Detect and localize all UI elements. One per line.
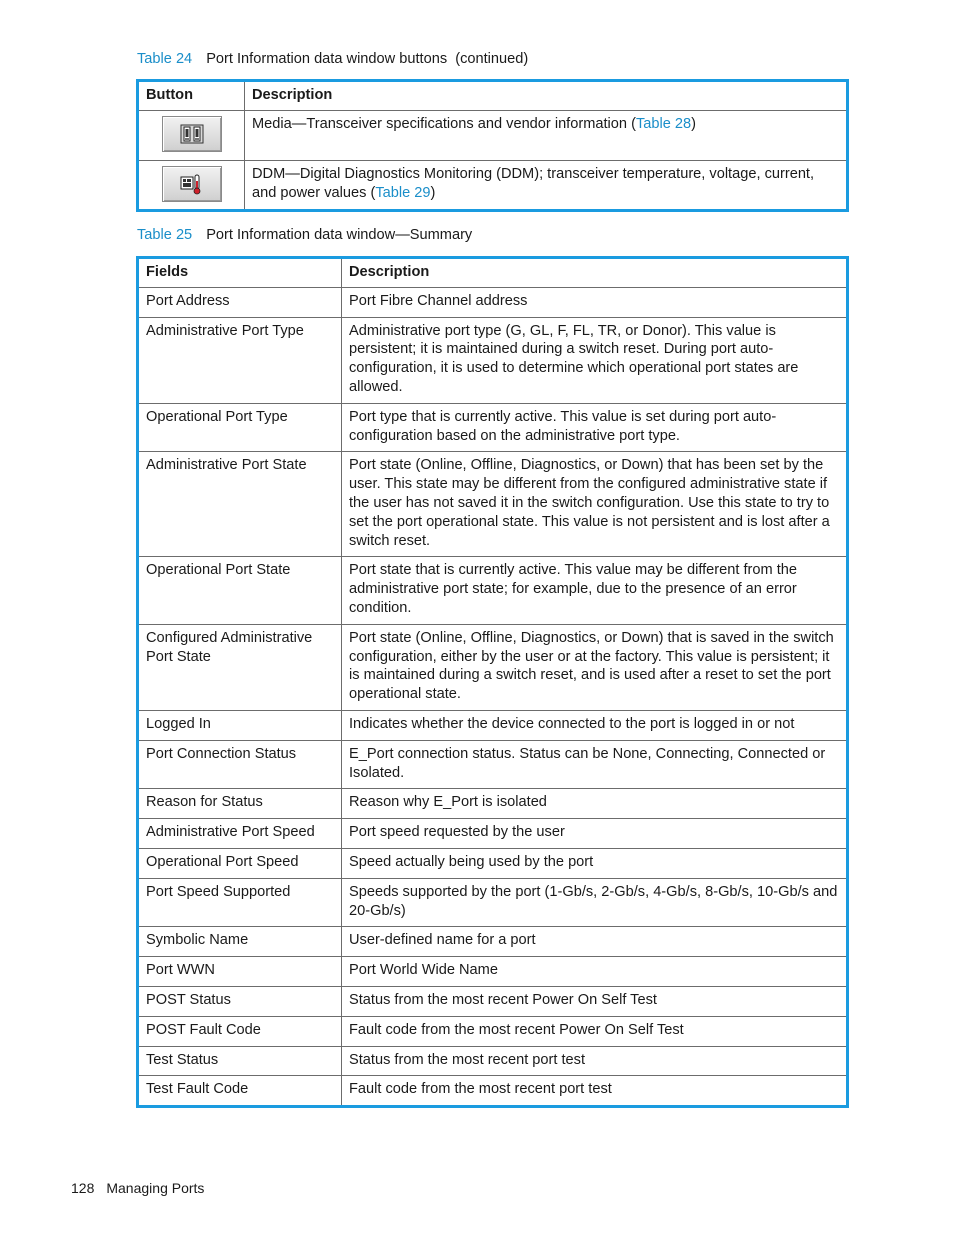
field-description: Reason why E_Port is isolated	[342, 789, 848, 819]
field-name: Administrative Port Speed	[138, 819, 342, 849]
field-description: Fault code from the most recent Power On Self Test	[342, 1016, 848, 1046]
table24-description-cell	[245, 110, 848, 160]
table-row	[138, 789, 848, 819]
media-button[interactable]	[162, 116, 222, 152]
field-name: Operational Port Type	[138, 403, 342, 452]
field-description: Port state (Online, Offline, Diagnostics, or Down) that has been set by the user. This state may be different from the configured administrative state if the user has not saved it in the switch configuration. Use this state to try to set the port operational state. This value is not persistent and is lost after a switch reset.	[342, 452, 848, 557]
field-description: Port type that is currently active. This value is set during port auto-configuration based on the administrative port type.	[342, 403, 848, 452]
field-description: Port speed requested by the user	[342, 819, 848, 849]
table24-number: Table 24	[137, 51, 193, 67]
field-description: Speeds supported by the port (1-Gb/s, 2-Gb/s, 4-Gb/s, 8-Gb/s, 10-Gb/s and 20-Gb/s)	[342, 878, 848, 927]
table-row	[138, 1046, 848, 1076]
table-row	[138, 927, 848, 957]
field-name: Port Connection Status	[138, 740, 342, 789]
field-name: Operational Port Speed	[138, 848, 342, 878]
table25-header-description: Description	[342, 258, 848, 288]
field-name: POST Status	[138, 986, 342, 1016]
field-name: Port WWN	[138, 957, 342, 987]
footer-section: Managing Ports	[106, 1180, 205, 1196]
table-row	[138, 317, 848, 403]
table-row	[138, 710, 848, 740]
table-row	[138, 819, 848, 849]
table24-description-cell	[245, 160, 848, 210]
media-description-suffix: )	[691, 115, 696, 132]
table24-button-cell	[138, 110, 245, 160]
table25	[136, 256, 849, 1108]
table-row	[138, 403, 848, 452]
media-description: Media—Transceiver specifications and vendor information (	[252, 115, 636, 132]
field-description: User-defined name for a port	[342, 927, 848, 957]
table25-header-fields: Fields	[138, 258, 342, 288]
table-row	[138, 878, 848, 927]
table-row	[138, 848, 848, 878]
table-row	[138, 986, 848, 1016]
field-name: Administrative Port State	[138, 452, 342, 557]
field-name: Port Address	[138, 287, 342, 317]
field-description: Port Fibre Channel address	[342, 287, 848, 317]
table-row	[138, 957, 848, 987]
ddm-button[interactable]	[162, 166, 222, 202]
field-description: Port state that is currently active. This value may be different from the administrative port state; for example, due to the presence of an error condition.	[342, 557, 848, 624]
ddm-thermometer-icon	[180, 173, 204, 195]
table-row	[138, 1076, 848, 1107]
field-description: Fault code from the most recent port test	[342, 1076, 848, 1107]
field-name: Port Speed Supported	[138, 878, 342, 927]
table25-header-row	[138, 258, 848, 288]
table24-row	[138, 160, 848, 210]
table24-button-cell	[138, 160, 245, 210]
table-row	[138, 624, 848, 710]
field-name: Test Fault Code	[138, 1076, 342, 1107]
field-description: Speed actually being used by the port	[342, 848, 848, 878]
field-description: Port World Wide Name	[342, 957, 848, 987]
table24-header-button: Button	[138, 81, 245, 111]
page-number: 128	[71, 1180, 95, 1196]
field-name: Administrative Port Type	[138, 317, 342, 403]
table-row	[138, 740, 848, 789]
table-row	[138, 452, 848, 557]
table24-header-description: Description	[245, 81, 848, 111]
field-name: Reason for Status	[138, 789, 342, 819]
table24	[136, 79, 849, 212]
table25-number: Table 25	[137, 227, 193, 243]
field-description: Status from the most recent Power On Self Test	[342, 986, 848, 1016]
table-row	[138, 287, 848, 317]
field-name: Test Status	[138, 1046, 342, 1076]
page-footer	[71, 1180, 204, 1196]
field-description: E_Port connection status. Status can be None, Connecting, Connected or Isolated.	[342, 740, 848, 789]
table29-link[interactable]: Table 29	[375, 184, 431, 201]
table-row	[138, 557, 848, 624]
table28-link[interactable]: Table 28	[635, 115, 692, 132]
field-name: Symbolic Name	[138, 927, 342, 957]
table-row	[138, 1016, 848, 1046]
table24-row	[138, 110, 848, 160]
table24-caption	[137, 51, 528, 67]
field-name: Configured Administrative Port State	[138, 624, 342, 710]
table25-title: Port Information data window—Summary	[206, 227, 473, 243]
field-description: Status from the most recent port test	[342, 1046, 848, 1076]
table25-caption	[137, 227, 472, 243]
table24-header-row	[138, 81, 848, 111]
table24-title: Port Information data window buttons (continued)	[206, 51, 529, 67]
field-name: POST Fault Code	[138, 1016, 342, 1046]
field-name: Operational Port State	[138, 557, 342, 624]
ddm-description: DDM—Digital Diagnostics Monitoring (DDM); transceiver temperature, voltage, current, and power values (	[252, 165, 815, 201]
field-name: Logged In	[138, 710, 342, 740]
field-description: Port state (Online, Offline, Diagnostics, or Down) that is saved in the switch configuration, either by the user or at the factory. This value is persistent; it is maintained during a switch reset, and is used after a reset to set the port operational state.	[342, 624, 848, 710]
field-description: Administrative port type (G, GL, F, FL, TR, or Donor). This value is persistent; it is maintained during a switch reset. During port auto-configuration, it is used to determine which operational port states are allowed.	[342, 317, 848, 403]
ddm-description-suffix: )	[430, 184, 436, 201]
media-transceiver-icon	[180, 123, 204, 145]
field-description: Indicates whether the device connected to the port is logged in or not	[342, 710, 848, 740]
